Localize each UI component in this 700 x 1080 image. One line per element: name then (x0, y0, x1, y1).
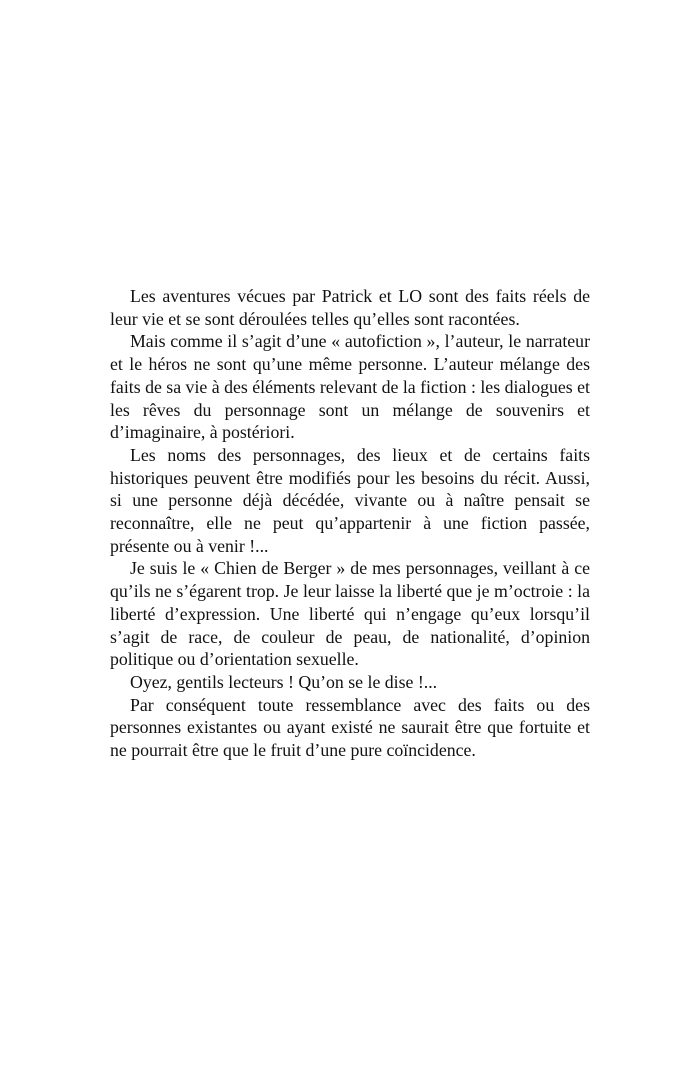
paragraph-autofiction: Mais comme il s’agit d’une « autofiction », l’auteur, le narrateur et le héros ne sont qu’une même personne. L’auteur mélange des faits de sa vie à des éléments relevant de la fiction : les dialogues et les rêves du personnage sont un mélange de souvenirs et d’imaginaire, à postériori. (110, 331, 590, 443)
paragraph-oyez: Oyez, gentils lecteurs ! Qu’on se le dise !... (130, 671, 438, 692)
paragraph-shepherd-dog: Je suis le « Chien de Berger » de mes personnages, veillant à ce qu’ils ne s’égarent trop. Je leur laisse la liberté que je m’octroie : la liberté d’expression. Une liberté qui n’engage qu’eux lorsqu’il s’agit de race, de couleur de peau, de nationalité, d’opinion politique ou d’orientation sexuelle. (110, 558, 590, 670)
paragraph-coincidence: Par conséquent toute ressemblance avec des faits ou des personnes existantes ou ayant existé ne saurait être que fortuite et ne pourrait être que le fruit d’une pure coïncidence. (110, 694, 590, 761)
paragraph-real-events: Les aventures vécues par Patrick et LO sont des faits réels de leur vie et se sont déroulées telles qu’elles sont racontées. (110, 286, 590, 329)
paragraph-names-modified: Les noms des personnages, des lieux et de certains faits historiques peuvent être modifiés pour les besoins du récit. Aussi, si une personne déjà décédée, vivante ou à naître pensait se reconnaître, elle ne peut qu’appartenir à une fiction passée, présente ou à venir !... (110, 444, 590, 556)
disclaimer-text (110, 285, 590, 762)
